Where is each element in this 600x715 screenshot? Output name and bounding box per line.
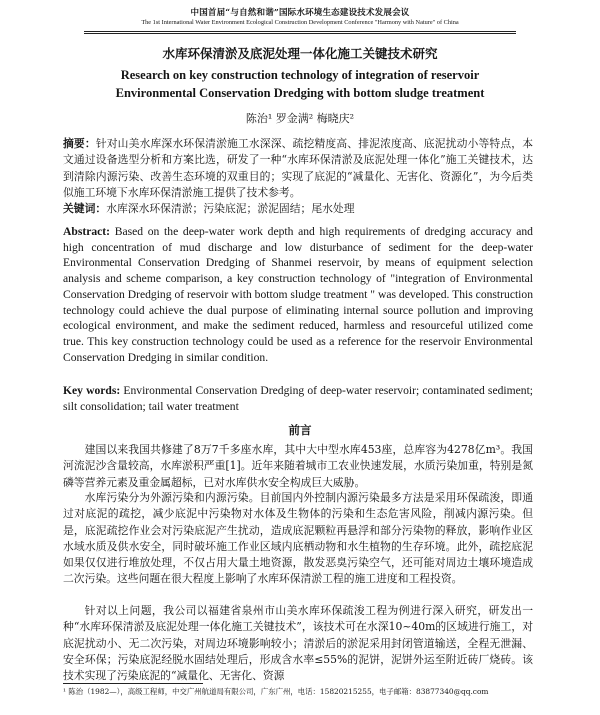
title-cn: 水库环保清淤及底泥处理一体化施工关键技术研究	[162, 46, 438, 61]
keywords-en-text: Environmental Conservation Dredging of deep-water reservoir; contaminated sediment; silt consolidation; tail water treatment	[63, 384, 534, 413]
header-rule-bottom	[84, 33, 516, 34]
abstract-en	[63, 224, 533, 365]
footnote: ¹ 陈治（1982—），高级工程师，中交广州航道局有限公司，广东广州，电话：15820215255，电子邮箱：83877340@qq.com	[63, 687, 489, 696]
authors: 陈治¹ 罗金满² 梅晓庆²	[245, 112, 355, 125]
header-rule-top	[84, 31, 516, 32]
keywords-cn-text: 水库深水环保清淤；污染底泥；淤泥固结；尾水处理	[106, 202, 355, 215]
abstract-cn	[63, 136, 533, 201]
keywords-en	[63, 383, 533, 414]
intro-paragraph-3: 针对以上问题，我公司以福建省泉州市山美水库环保疏浚工程为例进行深入研究，研发出一种“水库环保清淤及底泥处理一体化施工关键技术”，该技术可在水深10~40m的区域进行施工，对底泥扰动小、无二次污染，对周边环境影响较小；清淤后的淤泥采用封闭管道输送，全程无泄漏、安全环保；污染底泥经脱水固结处理后，形成含水率≤55%的泥饼，泥饼外运至附近砖厂烧砖。该技术实现了污染底泥的“减量化、无害化、资源	[63, 604, 533, 683]
intro-paragraph-1: 建国以来我国共修建了8万7千多座水库，其中大中型水库453座，总库容为4278亿m³。我国河流泥沙含量较高，水库淤积严重[1]。近年来随着城市工农业快速发展，水质污染加重，特别是氮磷等营养元素及重金属超标，已对水库供水安全构成巨大威胁。	[63, 443, 533, 489]
abstract-en-text: Based on the deep-water work depth and high requirements of dredging accuracy and high concentration of mud discharge and low disturbance of sediment for the deep-water Environmental Conservation Dredging of Shanmei reservoir, by means of equipment selection analysis and scheme comparison, a key construction technology of "integration of Environmental Conservation Dredging of reservoir with bottom sludge treatment " was developed. This construction technology could achieve the dual purpose of eliminating internal source pollution and improving ecological environment, and make the sediment reduced, harmless and resourceful utilized come true. This key construction technology could be used as a reference for the reservoir Environmental Conservation Dredging in similar condition.	[63, 225, 533, 364]
intro-heading: 前言	[288, 423, 312, 437]
keywords-en-label: Key words:	[63, 384, 121, 397]
intro-paragraph-2: 水库污染分为外源污染和内源污染。目前国内外控制内源污染最多方法是采用环保疏浚，即通过对底泥的疏挖，减少底泥中污染物对水体及生物体的污染和生态危害风险，削减内源污染。但是，底泥疏挖作业会对污染底泥产生扰动，造成底泥颗粒再悬浮和部分污染物的释放，影响作业区水域水质及供水安全，同时破坏施工作业区域内底栖动物和水生植物的生存环境。此外，疏挖底泥如果仅仅进行堆放处理，不仅占用大量土地资源，散发恶臭污染空气，还可能对周边土壤环境造成二次污染。这些问题在很大程度上影响了水库环保清淤工程的施工进度和工程投资。	[63, 491, 533, 586]
conference-header-cn: 中国首届“与自然和谐”国际水环境生态建设技术发展会议	[190, 8, 410, 18]
conference-header-en: The 1st International Water Environment Ecological Construction Development Conference "Harmony with Nature" of China	[141, 19, 459, 26]
abstract-cn-text: 针对山美水库深水环保清淤施工水深深、疏挖精度高、排泥浓度高、底泥扰动小等特点，本文通过设备选型分析和方案比选，研发了一种“水库环保清淤及底泥处理一体化”施工关键技术，达到清除内源污染、改善生态环境的双重目的；实现了底泥的“减量化、无害化、资源化”，为今后类似施工环境下水库环保清淤施工提供了技术参考。	[63, 137, 534, 199]
abstract-en-label: Abstract:	[63, 225, 111, 238]
title-en-line1: Research on key construction technology of integration of reservoir	[120, 68, 480, 82]
footnote-rule	[63, 683, 203, 684]
keywords-cn	[63, 201, 533, 217]
abstract-cn-label: 摘要：	[63, 137, 96, 150]
keywords-cn-label: 关键词：	[63, 202, 107, 215]
title-en-line2: Environmental Conservation Dredging with bottom sludge treatment	[115, 86, 485, 100]
